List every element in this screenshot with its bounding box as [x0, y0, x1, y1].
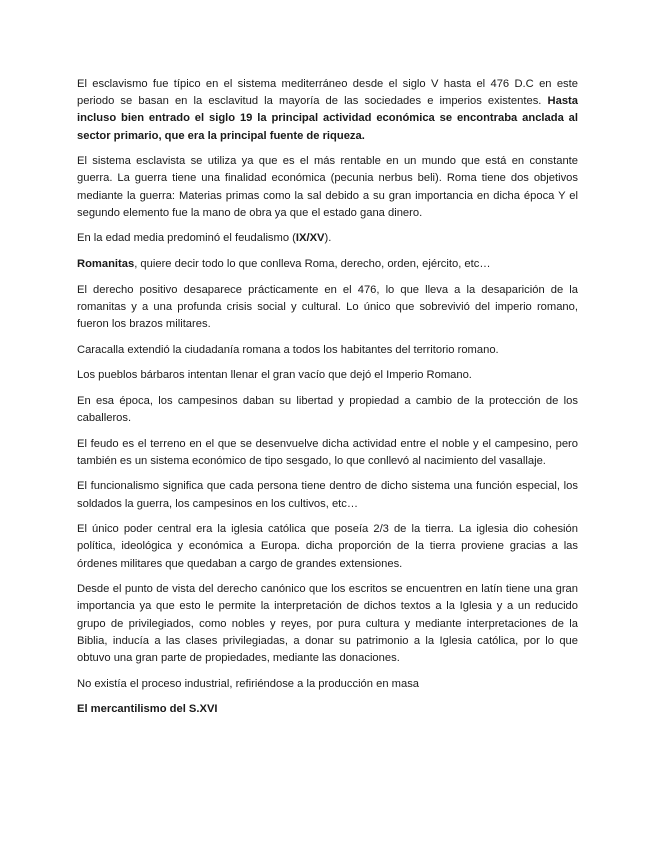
paragraph-funcionalismo: El funcionalismo significa que cada persona tiene dentro de dicho sistema una función especial, los soldados la guerra, los campesinos en los cultivos, etc… [77, 480, 578, 510]
paragraph-romanitas-text: , quiere decir todo lo que conlleva Roma, derecho, orden, ejército, etc… [134, 258, 491, 270]
document-body [77, 76, 578, 727]
paragraph-edad-media-before: En la edad media predominó el feudalismo ( [77, 232, 296, 245]
paragraph-pueblos-barbaros: Los pueblos bárbaros intentan llenar el gran vacío que dejó el Imperio Romano. [77, 369, 472, 382]
paragraph-sistema-esclavista: El sistema esclavista se utiliza ya que es el más rentable en un mundo que está en constante guerra. La guerra tiene una finalidad económica (pecunia nerbus beli). Roma tiene dos objetivos mediante la guerra: Materias primas como la sal debido a su gran importancia en dicha época Y el segundo elemento fue la mano de obra ya que el estado gana dinero. [77, 155, 578, 219]
paragraph-derecho-positivo: El derecho positivo desaparece prácticamente en el 476, lo que lleva a la desaparición de la romanitas y a una profunda crisis social y cultural. Lo único que sobrevivió del imperio romano, fueron los brazos militares. [77, 283, 578, 330]
paragraph-iglesia: El único poder central era la iglesia católica que poseía 2/3 de la tierra. La iglesia dio cohesión política, ideológica y económica a Europa. dicha proporción de la tierra proviene gracias a las órdenes militares que quedaban a cargo de grandes extensiones. [77, 523, 578, 570]
paragraph-proceso-industrial: No existía el proceso industrial, refiriéndose a la producción en masa [77, 677, 420, 690]
paragraph-edad-media-after: ). [324, 232, 332, 245]
paragraph-caracalla: Caracalla extendió la ciudadanía romana a todos los habitantes del territorio romano. [77, 343, 499, 356]
paragraph-edad-media-bold: IX/XV [295, 232, 325, 245]
paragraph-esclavismo-bold: Hasta incluso bien entrado el siglo 19 la principal actividad económica se encontraba anclada al sector primario, que era la principal fuente de riqueza. [77, 95, 578, 142]
paragraph-esclavismo [77, 76, 578, 145]
paragraph-esclavismo-text: El esclavismo fue típico en el sistema mediterráneo desde el siglo V hasta el 476 D.C en este periodo se basan en la esclavitud la mayoría de las sociedades e imperios existentes. [77, 78, 578, 108]
paragraph-romanitas [77, 256, 578, 273]
section-heading-mercantilismo [77, 701, 578, 718]
paragraph-feudo: El feudo es el terreno en el que se desenvuelve dicha actividad entre el noble y el campesino, pero también es un sistema económico de tipo sesgado, lo que conllevó al nacimiento del vasallaje. [77, 437, 578, 467]
paragraph-derecho-canonico: Desde el punto de vista del derecho canónico que los escritos se encuentren en latín tiene una gran importancia ya que esto le permite la interpretación de dichos textos a la Iglesia y a un reducido grupo de privilegiados, como nobles y reyes, por pura cultura y mediante interpretaciones de la Biblia, inducía a las clases privilegiadas, a donar su patrimonio a la Iglesia católica, por lo que obtuvo una gran parte de propiedades, mediante las donaciones. [77, 583, 578, 664]
section-heading-mercantilismo-text: El mercantilismo del S.XVI [77, 703, 218, 716]
paragraph-romanitas-bold: Romanitas [77, 258, 135, 270]
paragraph-campesinos: En esa época, los campesinos daban su libertad y propiedad a cambio de la protección de los caballeros. [77, 394, 578, 424]
paragraph-edad-media [77, 230, 578, 247]
